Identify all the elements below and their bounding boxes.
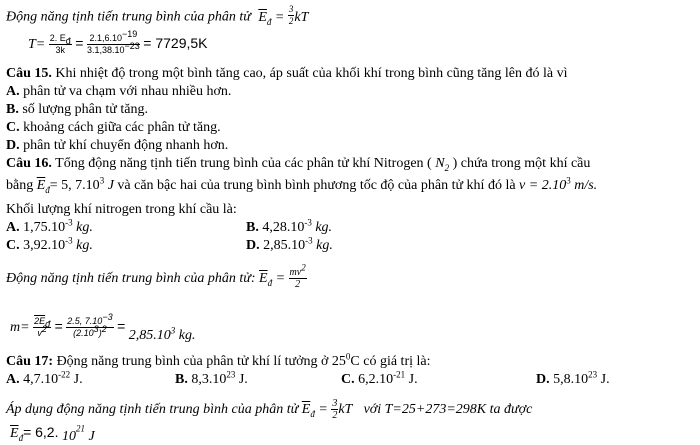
- temperature-formula: T= $\frac{2. E_đ}{3k}$ = $\frac{2.1,6.10^{-19}}{3.1,38.10^{-23}}$ = 7729,5K: [28, 29, 208, 56]
- q17-option-c: C. $6,2.10^{-21}$ J.: [341, 369, 418, 387]
- t-fraction-1: $\frac{2. E_đ}{3k}$: [49, 33, 71, 56]
- q15-stem: [6, 66, 567, 82]
- q17-final-result: $\overline{E}_đ= 6,2$. $10^{21}$ J: [10, 423, 95, 444]
- energy-symbol: $\overline{E}$: [258, 9, 267, 25]
- intro-equation: $\overline{E}_đ$ = $\frac{3}{2}$ kT: [258, 4, 309, 27]
- intro-text: Động năng tịnh tiến trung bình của phân tử: [6, 9, 251, 25]
- three-halves-fraction: $\frac{3}{2}$: [288, 4, 294, 26]
- m-label: m=: [10, 320, 30, 335]
- t-label: T=: [28, 37, 46, 52]
- t-fraction-2: $\frac{2.1,6.10^{-19}}{3.1,38.10^{-23}}$: [86, 29, 140, 56]
- m-result: 2,85.10$^3$ kg.: [128, 325, 196, 343]
- q16-option-a: A. $1,75.10^{-3}$ kg.: [6, 217, 93, 235]
- intro-line-1: [6, 6, 308, 29]
- m-fraction-1: $\frac{2E_đ}{v^2}$: [34, 316, 51, 339]
- q16-solution-line-1: Động năng tịnh tiến trung bình của phân tử: $\overline{E}_đ$ = $\frac{mv^2}{2}$: [6, 262, 306, 291]
- m-fraction-2: $\frac{2.5, 7.10^{-3}}{(2.10^3)^2}$: [67, 312, 113, 339]
- q15-option-a: A. phân tử va chạm với nhau nhiều hơn.: [6, 84, 232, 99]
- q15-option-b: B. số lượng phân tử tăng.: [6, 102, 148, 117]
- q16-solution-mass: m= $\frac{2E_đ}{v^2}$ = $\frac{2.5, 7.10^{-3}}{(2.10^3)^2}$ = $2,85.10^3$ kg.: [10, 312, 196, 343]
- n2-formula: N: [435, 156, 445, 171]
- q15-text: Khi nhiệt độ trong một bình tăng cao, áp suất của khối khí trong bình cũng tăng lên đó là vì: [51, 66, 568, 81]
- q16-option-b: B. $4,28.10^{-3}$ kg.: [246, 217, 333, 235]
- q17-option-b: B. 8,3.10$^{23}$ J.: [175, 369, 248, 387]
- kt-term: kT: [294, 9, 309, 25]
- q15-option-c: C. khoảng cách giữa các phân tử tăng.: [6, 120, 221, 135]
- q17-option-d: D. 5,8.10$^{23}$ J.: [536, 369, 610, 387]
- energy-symbol: $\overline{E}$: [259, 271, 268, 286]
- q16-label: Câu 16.: [6, 156, 52, 171]
- q17-option-a: A. $4,7.10^{-22}$ J.: [6, 369, 83, 387]
- mv2-fraction: $\frac{mv^2}{2}$: [289, 262, 306, 291]
- q16-line-2: bằng $\overline{E}_đ= 5$, 7.10$^3$ J và căn bậc hai của trung bình bình phương tốc độ của phân tử khí đó là $v = 2.10^3$ m/s.: [6, 175, 598, 195]
- q17-solution-line-1: Áp dụng động năng tịnh tiến trung bình của phân tử $\overline{E}_đ$ = $\frac{3}{2}$ kT với T=25+273=298K ta được: [6, 398, 533, 422]
- q15-label: Câu 15.: [6, 66, 52, 81]
- energy-symbol: $\overline{E}$: [36, 178, 46, 193]
- q16-option-d: D. $2,85.10^{-3}$ kg.: [246, 235, 333, 253]
- q15-option-d: D. phân tử khí chuyển động nhanh hơn.: [6, 138, 229, 153]
- q16-option-c: C. $3,92.10^{-3}$ kg.: [6, 235, 93, 253]
- q17-stem: Câu 17: Động năng trung bình của phân tử khí lí tưởng ở $25^0C$ có giá trị là:: [6, 351, 431, 369]
- energy-symbol: $\overline{E}$: [10, 426, 19, 441]
- q16-stem: Câu 16. Tổng động năng tịnh tiến trung bình của các phân tử khí Nitrogen ( $N_2$ ) chứa trong một khí cầu: [6, 156, 591, 173]
- three-halves-fraction: $\frac{3}{2}$: [332, 398, 338, 422]
- energy-symbol: $\overline{E}$: [301, 402, 311, 417]
- energy-subscript: đ: [266, 16, 272, 27]
- q16-line-3: Khối lượng khí nitrogen trong khí cầu là:: [6, 202, 237, 217]
- q17-label: Câu 17:: [6, 354, 54, 369]
- t-result: = 7729,5K: [143, 35, 208, 51]
